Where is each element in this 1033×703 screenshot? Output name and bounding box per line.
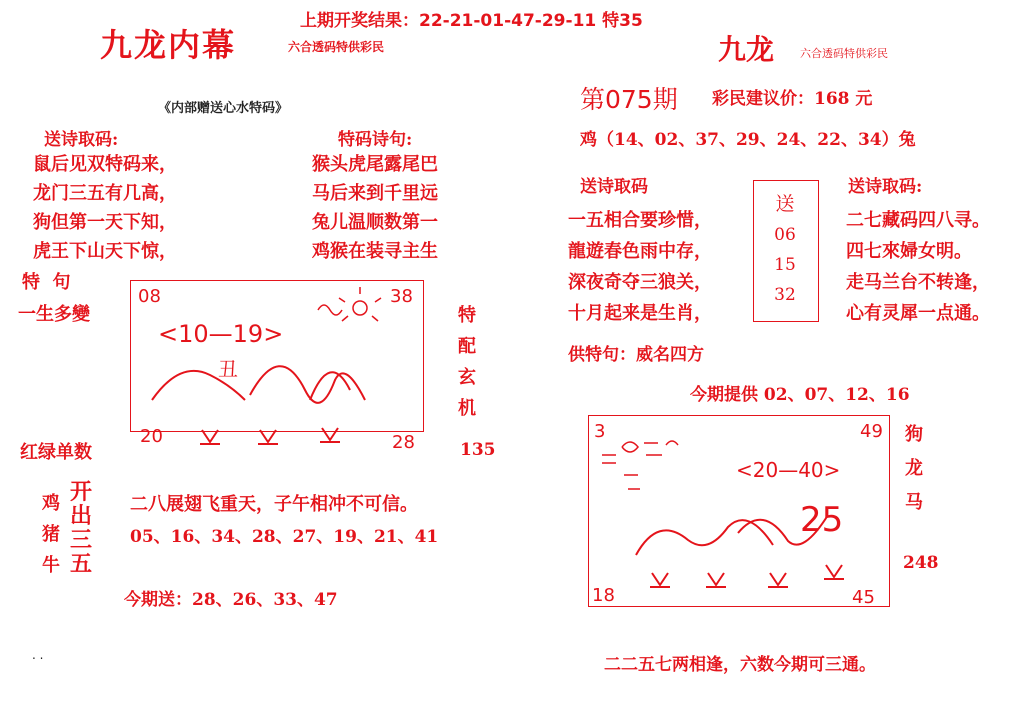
- chart-range: <10—19>: [158, 320, 284, 348]
- zodiac-column: [42, 488, 60, 581]
- chart-label-bl: 18: [592, 585, 615, 606]
- zodiac-char: 猪: [42, 524, 60, 545]
- poem-line: 深夜奇夺三狼关，: [568, 272, 712, 293]
- top-banner: 上期开奖结果：22-21-01-47-29-11 特35: [300, 11, 643, 31]
- chart-mid: 丑: [218, 357, 238, 381]
- right-title: 九龙: [718, 33, 775, 66]
- sun-doodle: [318, 287, 381, 321]
- chart-label-br: 28: [392, 432, 415, 453]
- vertical-char: 狗: [905, 424, 923, 445]
- send-number-list: [753, 188, 817, 310]
- right-subtitle: 六合透码特供彩民: [800, 47, 888, 60]
- vertical-char: 玄: [458, 367, 476, 388]
- poem-line: 兔儿温顺数第一: [312, 212, 438, 233]
- open-char: 三: [70, 527, 93, 553]
- open-char: 开: [70, 479, 93, 505]
- send-label-left: 送诗取码: [580, 177, 648, 197]
- vertical-char: 机: [458, 398, 476, 419]
- poem-line: 鼠后见双特码来，: [33, 154, 177, 175]
- issue-number: 第075期: [580, 85, 678, 114]
- poem-line: 猴头虎尾露尾巴: [312, 154, 438, 175]
- left-chart-drawing: [130, 280, 422, 460]
- v-marks: [200, 428, 340, 444]
- vertical-char: 马: [905, 492, 923, 513]
- cloud-doodle: [602, 441, 678, 489]
- dots: . .: [32, 648, 44, 662]
- vertical-value: 248: [903, 553, 939, 573]
- poem-line: 四七來婦女明。: [846, 241, 972, 262]
- left-poem-line: 二八展翅飞重天，子午相冲不可信。: [130, 494, 418, 515]
- poem-line: 走马兰台不转逢，: [846, 272, 990, 293]
- zodiac-char: 鸡: [42, 493, 60, 514]
- poem-line: 二七藏码四八寻。: [846, 210, 990, 231]
- poem-line: 心有灵犀一点通。: [846, 303, 990, 324]
- color-label: 红绿单数: [20, 442, 92, 463]
- special-phrase-label: 特 句: [22, 272, 71, 293]
- open-column: [70, 480, 92, 576]
- chart-label-tr: 49: [860, 421, 883, 442]
- send-label-right: 送诗取码:: [848, 177, 923, 197]
- right-chart-drawing: [588, 415, 888, 608]
- chart-label-tl: 3: [594, 421, 606, 442]
- box-line: 06: [774, 225, 796, 245]
- box-line: 32: [774, 285, 796, 305]
- chart-label-tr: 38: [390, 286, 413, 307]
- right-poem-right: [846, 205, 990, 329]
- chart-mid: 25: [800, 500, 844, 540]
- poem-line: 狗但第一天下知，: [33, 212, 177, 233]
- left-title: 九龙内幕: [100, 26, 237, 64]
- v-marks: [650, 565, 844, 587]
- price-line: 彩民建议价：168 元: [712, 89, 873, 109]
- right-vertical-zodiac: [905, 418, 923, 520]
- mountain-curve: [310, 372, 350, 400]
- poem-line: 龍遊春色雨中存，: [568, 241, 712, 262]
- vertical-char: 龙: [905, 458, 923, 479]
- chart-label-br: 45: [852, 587, 875, 608]
- chart-range: <20—40>: [736, 458, 841, 482]
- inner-title: 《内部赠送心水特码》: [158, 101, 289, 116]
- poem-line: 虎王下山天下惊，: [33, 241, 177, 262]
- mountain-curve: [636, 520, 773, 555]
- zodiac-char: 牛: [42, 555, 60, 576]
- right-poem-left: [568, 205, 712, 329]
- open-char: 五: [70, 551, 93, 577]
- left-vertical-right: [458, 300, 476, 424]
- right-poem-column: [312, 150, 438, 266]
- open-char: 出: [70, 503, 93, 529]
- provide-line: 今期提供 02、07、12、16: [690, 385, 910, 405]
- box-line: 15: [774, 255, 796, 275]
- poem-line: 鸡猴在装寻主生: [312, 241, 438, 262]
- special-phrase: 一生多變: [18, 304, 90, 325]
- color-value: 135: [460, 440, 496, 460]
- vertical-char: 特: [458, 305, 476, 326]
- poem-line: 龙门三五有几高，: [33, 183, 177, 204]
- poem-line: 一五相合要珍惜，: [568, 210, 712, 231]
- bottom-line: 二二五七两相逢，六数今期可三通。: [604, 655, 876, 675]
- vertical-char: 配: [458, 336, 476, 357]
- right-special-phrase: 供特句：威名四方: [568, 345, 704, 365]
- chart-label-bl: 20: [140, 426, 163, 447]
- left-numbers-line: 05、16、34、28、27、19、21、41: [130, 527, 439, 547]
- zodiac-line: 鸡（14、02、37、29、24、22、34）兔: [580, 130, 916, 150]
- left-subtitle: 六合透码特供彩民: [288, 40, 385, 54]
- poem-line: 马后来到千里远: [312, 183, 438, 204]
- box-line: 送: [775, 193, 795, 215]
- send-poem-label: 送诗取码:: [44, 130, 119, 150]
- poem-line: 十月起来是生肖，: [568, 303, 712, 324]
- chart-label-tl: 08: [138, 286, 161, 307]
- left-send-line: 今期送：28、26、33、47: [124, 590, 338, 610]
- special-poem-label: 特码诗句:: [338, 130, 413, 150]
- left-poem-column: [33, 150, 177, 266]
